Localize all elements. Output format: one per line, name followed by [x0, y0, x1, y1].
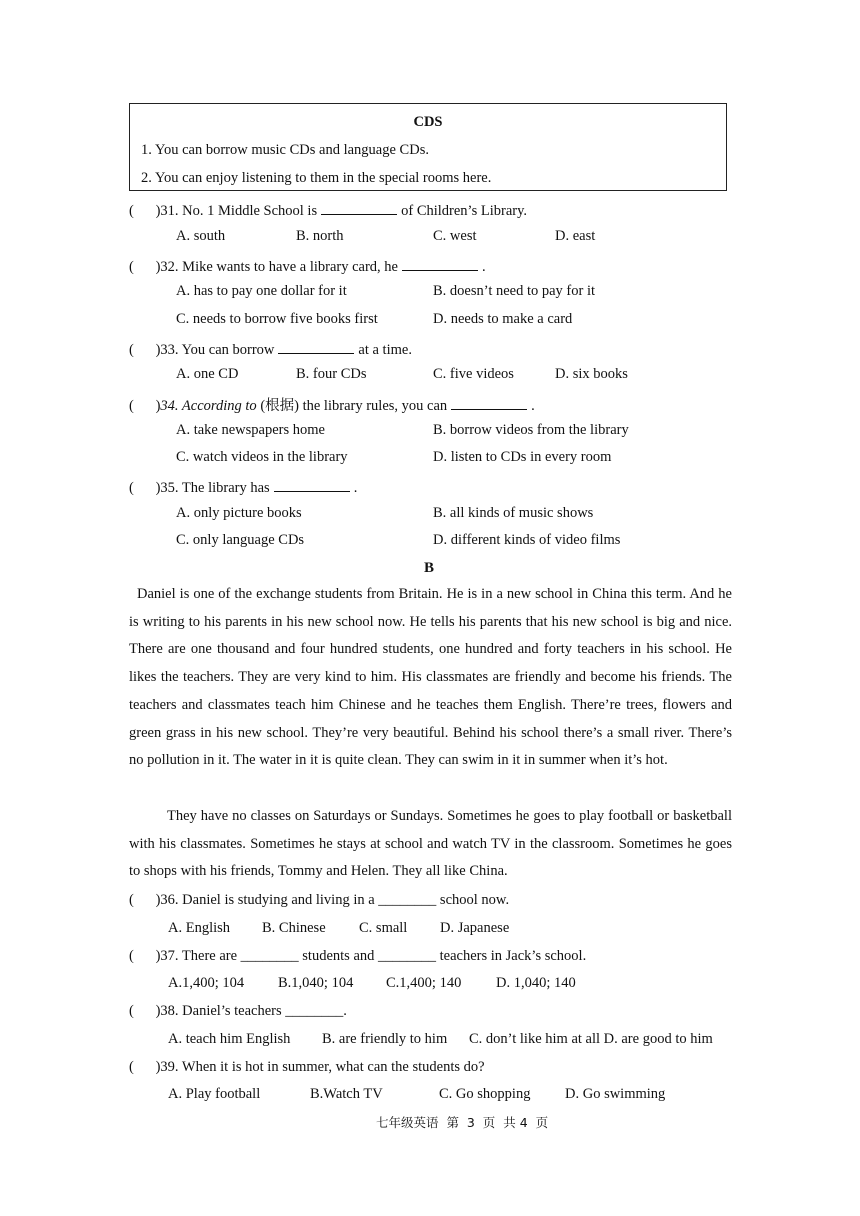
question-stem: 36. Daniel is studying and living in a ________ school now. — [160, 892, 510, 908]
question-stem-end: at a time. — [358, 342, 412, 358]
answer-paren: ( ) — [129, 259, 161, 275]
question-stem: 39. When it is hot in summer, what can the students do? — [160, 1059, 485, 1075]
answer-paren: ( ) — [129, 1003, 161, 1019]
answer-blank — [402, 256, 478, 271]
answer-blank — [274, 477, 350, 492]
option: C. small — [359, 920, 408, 936]
question-38 — [129, 1003, 347, 1020]
option: D. Japanese — [440, 920, 510, 936]
option: A. English — [168, 920, 231, 936]
option: C. west — [433, 228, 477, 244]
question-39 — [129, 1059, 485, 1076]
passage-paragraph-2: They have no classes on Saturdays or Sundays. Sometimes he goes to play football or basketball with his classmates. Sometimes he stays at school and watch TV in the classroom. Sometimes he goes to shops with his friends, Tommy and Helen. They all like China. — [129, 808, 732, 880]
option: A. Play football — [168, 1086, 261, 1102]
option: B. doesn’t need to pay for it — [433, 283, 596, 299]
option: C. five videos — [433, 366, 514, 382]
option: C. only language CDs — [176, 532, 305, 548]
answer-paren: ( ) — [129, 398, 161, 414]
question-stem: 37. There are ________ students and ________ teachers in Jack’s school. — [160, 948, 587, 964]
answer-blank — [451, 395, 527, 410]
option: A. one CD — [176, 366, 239, 382]
option: B. borrow videos from the library — [433, 422, 629, 438]
question-stem-italic: 34. According to — [160, 398, 257, 414]
question-35 — [129, 477, 357, 497]
option: A. south — [176, 228, 226, 244]
question-stem: 31. No. 1 Middle School is — [160, 203, 318, 219]
option: B. Chinese — [262, 920, 326, 936]
section-heading-b: B — [424, 560, 435, 576]
option: B. north — [296, 228, 344, 244]
answer-paren: ( ) — [129, 342, 161, 358]
option: D. 1,040; 140 — [496, 975, 576, 991]
option: D. east — [555, 228, 596, 244]
answer-paren: ( ) — [129, 1059, 161, 1075]
option: A.1,400; 104 — [168, 975, 245, 991]
option: B.Watch TV — [310, 1086, 383, 1102]
cds-info-box — [129, 103, 727, 191]
answer-paren: ( ) — [129, 203, 161, 219]
option: C. don’t like him at all D. are good to him — [469, 1031, 713, 1047]
option: D. listen to CDs in every room — [433, 449, 612, 465]
question-37 — [129, 948, 586, 965]
box-title: CDS — [413, 114, 443, 130]
option: C. watch videos in the library — [176, 449, 348, 465]
option: A. has to pay one dollar for it — [176, 283, 347, 299]
option: A. take newspapers home — [176, 422, 325, 438]
question-stem: 35. The library has — [160, 480, 270, 496]
question-stem: 32. Mike wants to have a library card, he — [160, 259, 398, 275]
question-33 — [129, 339, 412, 359]
box-line-1: 1. You can borrow music CDs and language CDs. — [141, 142, 429, 158]
answer-blank — [321, 200, 397, 215]
question-stem-end: . — [353, 480, 358, 496]
question-stem-end: . — [531, 398, 535, 414]
page-footer: 七年级英语 第 3 页 共 4 页 — [376, 1115, 549, 1130]
question-stem: 38. Daniel’s teachers ________. — [160, 1003, 347, 1019]
answer-paren: ( ) — [129, 892, 161, 908]
option: C.1,400; 140 — [386, 975, 462, 991]
option: D. Go swimming — [565, 1086, 666, 1102]
option: D. different kinds of video films — [433, 532, 621, 548]
option: C. Go shopping — [439, 1086, 531, 1102]
answer-paren: ( ) — [129, 480, 161, 496]
option: A. teach him English — [168, 1031, 291, 1047]
option: B. all kinds of music shows — [433, 505, 594, 521]
question-stem: 33. You can borrow — [160, 342, 275, 358]
option: B.1,040; 104 — [278, 975, 354, 991]
question-31 — [129, 200, 527, 220]
question-stem: (根据) the library rules, you can — [260, 398, 448, 414]
question-stem-end: of Children’s Library. — [401, 203, 528, 219]
box-line-2: 2. You can enjoy listening to them in the special rooms here. — [141, 170, 492, 186]
question-34 — [129, 394, 535, 415]
option: D. six books — [555, 366, 628, 382]
question-stem-end: . — [481, 259, 486, 275]
answer-paren: ( ) — [129, 948, 161, 964]
question-32 — [129, 256, 486, 276]
question-36 — [129, 892, 509, 909]
option: B. four CDs — [296, 366, 367, 382]
option: A. only picture books — [176, 505, 302, 521]
option: C. needs to borrow five books first — [176, 311, 378, 327]
passage-paragraph-1: Daniel is one of the exchange students from Britain. He is in a new school in China this term. And he is writing to his parents in his new school now. He tells his parents that his new school is big and nice. There are one thousand and four hundred students, one hundred and forty teachers in his school. He likes the teachers. They are very kind to him. His classmates are friendly and become his friends. The teachers and classmates teach him Chinese and he teaches them English. There’re trees, flowers and green grass in his new school. They’re very beautiful. Behind his school there’s a small river. There’s no pollution in it. The water in it is quite clean. They can swim in it in summer when it’s hot. — [129, 586, 732, 769]
option: D. needs to make a card — [433, 311, 573, 327]
option: B. are friendly to him — [322, 1031, 448, 1047]
answer-blank — [278, 339, 354, 354]
